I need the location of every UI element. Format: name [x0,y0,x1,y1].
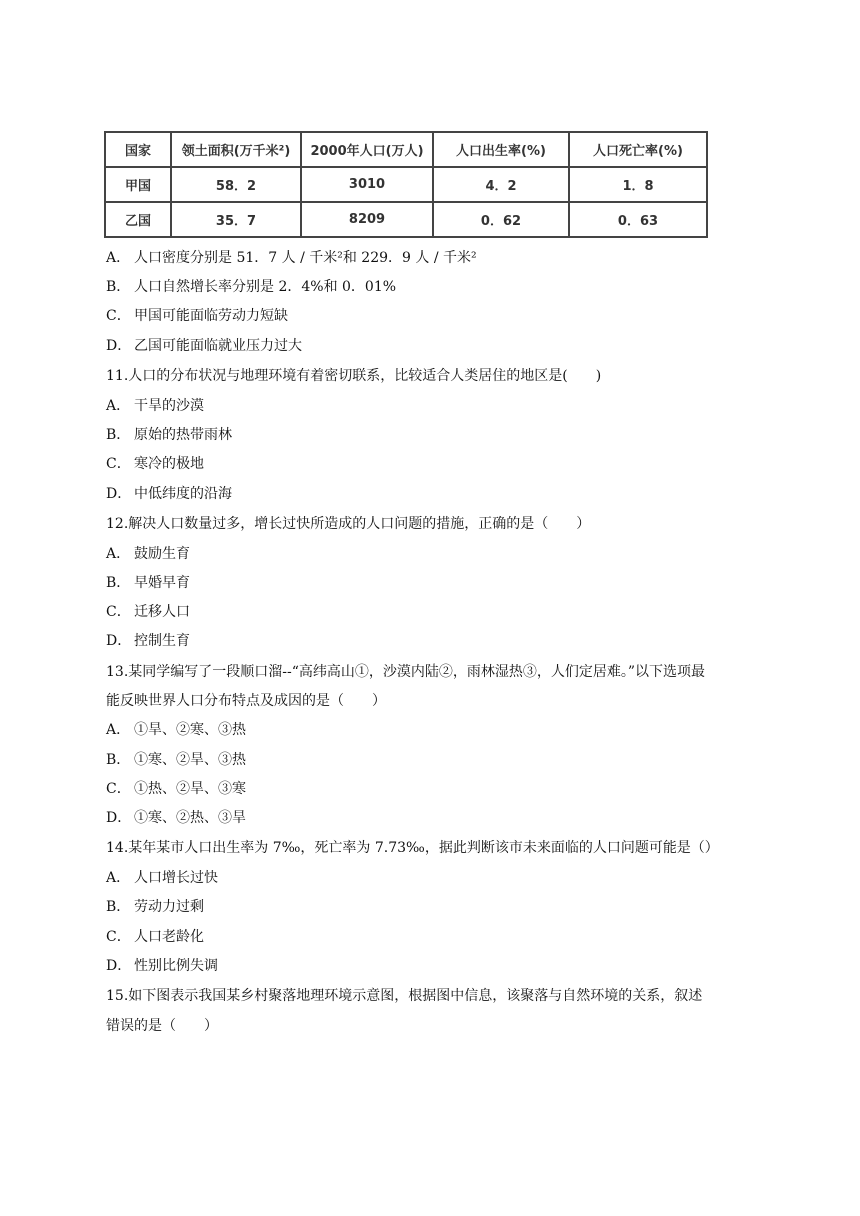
table-header-row [105,132,707,167]
option-text: 乙国可能面临就业压力过大 [134,338,302,354]
option-letter: D． [106,633,132,649]
option-text: ①旱、②寒、③热 [134,722,246,738]
option-letter: B． [106,575,131,591]
option-letter: D． [106,338,132,354]
option-letter: A． [106,398,131,414]
option-letter: A． [106,722,131,738]
q10-option-d [106,336,302,356]
q14-stem: 14.某年某市人口出生率为 7‰，死亡率为 7.73‰，据此判断该市未来面临的人口问题可能是（） [106,840,719,856]
option-text: 迁移人口 [134,604,190,620]
option-text: ①寒、②旱、③热 [134,752,246,768]
q10-option-c [106,306,288,326]
table-cell: 乙国 [105,202,171,237]
option-text: 早婚早育 [134,575,190,591]
q12-option-a [106,544,190,564]
option-letter: C． [106,929,131,945]
option-text: 干旱的沙漠 [134,398,204,414]
q13-option-b [106,750,246,770]
q13-option-c [106,779,246,799]
option-letter: D． [106,486,132,502]
option-letter: B． [106,752,131,768]
q14-option-c [106,927,204,947]
option-text: 原始的热带雨林 [134,427,232,443]
table-cell: 35．7 [171,202,301,237]
option-letter: D． [106,958,132,974]
q12-option-b [106,573,190,593]
table-header: 国家 [105,132,171,167]
table-header: 人口死亡率(%) [569,132,707,167]
q11-option-a [106,396,204,416]
q14-option-a [106,868,218,888]
option-text: 人口自然增长率分别是 2．4%和 0．01% [134,279,397,295]
q13-option-d [106,808,246,828]
country-population-table [104,131,708,238]
option-letter: A． [106,870,131,886]
table-cell: 甲国 [105,167,171,202]
q10-option-b [106,277,396,297]
option-letter: B． [106,899,131,915]
option-text: 中低纬度的沿海 [134,486,232,502]
option-text: 甲国可能面临劳动力短缺 [134,308,288,324]
q12-option-d [106,631,190,651]
q12-stem: 12.解决人口数量过多，增长过快所造成的人口问题的措施，正确的是（ ） [106,516,591,532]
option-letter: D． [106,810,132,826]
q11-option-b [106,425,232,445]
table-cell: 1．8 [569,167,707,202]
option-letter: A． [106,546,131,562]
q12-option-c [106,602,190,622]
option-text: 寒冷的极地 [134,456,204,472]
option-text: ①热、②旱、③寒 [134,781,246,797]
table-row [105,167,707,202]
table-cell: 58．2 [171,167,301,202]
table-row [105,202,707,237]
option-letter: A． [106,250,131,266]
option-letter: B． [106,427,131,443]
table-cell: 3010 [301,167,433,202]
table-header: 2000年人口(万人) [301,132,433,167]
option-text: 控制生育 [134,633,190,649]
table-cell: 0．63 [569,202,707,237]
q11-option-c [106,454,204,474]
option-text: 人口密度分别是 51．7 人 / 千米²和 229．9 人 / 千米² [134,250,477,266]
q10-option-a [106,248,477,268]
option-text: 人口老龄化 [134,929,204,945]
q14-option-b [106,897,204,917]
option-letter: C． [106,604,131,620]
option-letter: C． [106,456,131,472]
option-text: 性别比例失调 [134,958,218,974]
q15-stem-line2: 错误的是（ ） [106,1018,218,1034]
q15-stem-line1: 15.如下图表示我国某乡村聚落地理环境示意图，根据图中信息，该聚落与自然环境的关系，叙述 [106,988,703,1004]
q13-stem-line2: 能反映世界人口分布特点及成因的是（ ） [106,693,386,709]
option-text: ①寒、②热、③旱 [134,810,246,826]
option-letter: B． [106,279,131,295]
q11-option-d [106,484,232,504]
q11-stem: 11.人口的分布状况与地理环境有着密切联系，比较适合人类居住的地区是( ) [106,368,602,384]
option-text: 劳动力过剩 [134,899,204,915]
option-letter: C． [106,308,131,324]
table-cell: 0．62 [433,202,569,237]
option-text: 人口增长过快 [134,870,218,886]
option-text: 鼓励生育 [134,546,190,562]
q13-stem-line1: 13.某同学编写了一段顺口溜--“高纬高山①，沙漠内陆②，雨林湿热③，人们定居难。”以下选项最 [106,664,706,680]
option-letter: C． [106,781,131,797]
table-header: 人口出生率(%) [433,132,569,167]
table-header: 领土面积(万千米²) [171,132,301,167]
table-cell: 4．2 [433,167,569,202]
q13-option-a [106,720,246,740]
table-cell: 8209 [301,202,433,237]
q14-option-d [106,956,218,976]
